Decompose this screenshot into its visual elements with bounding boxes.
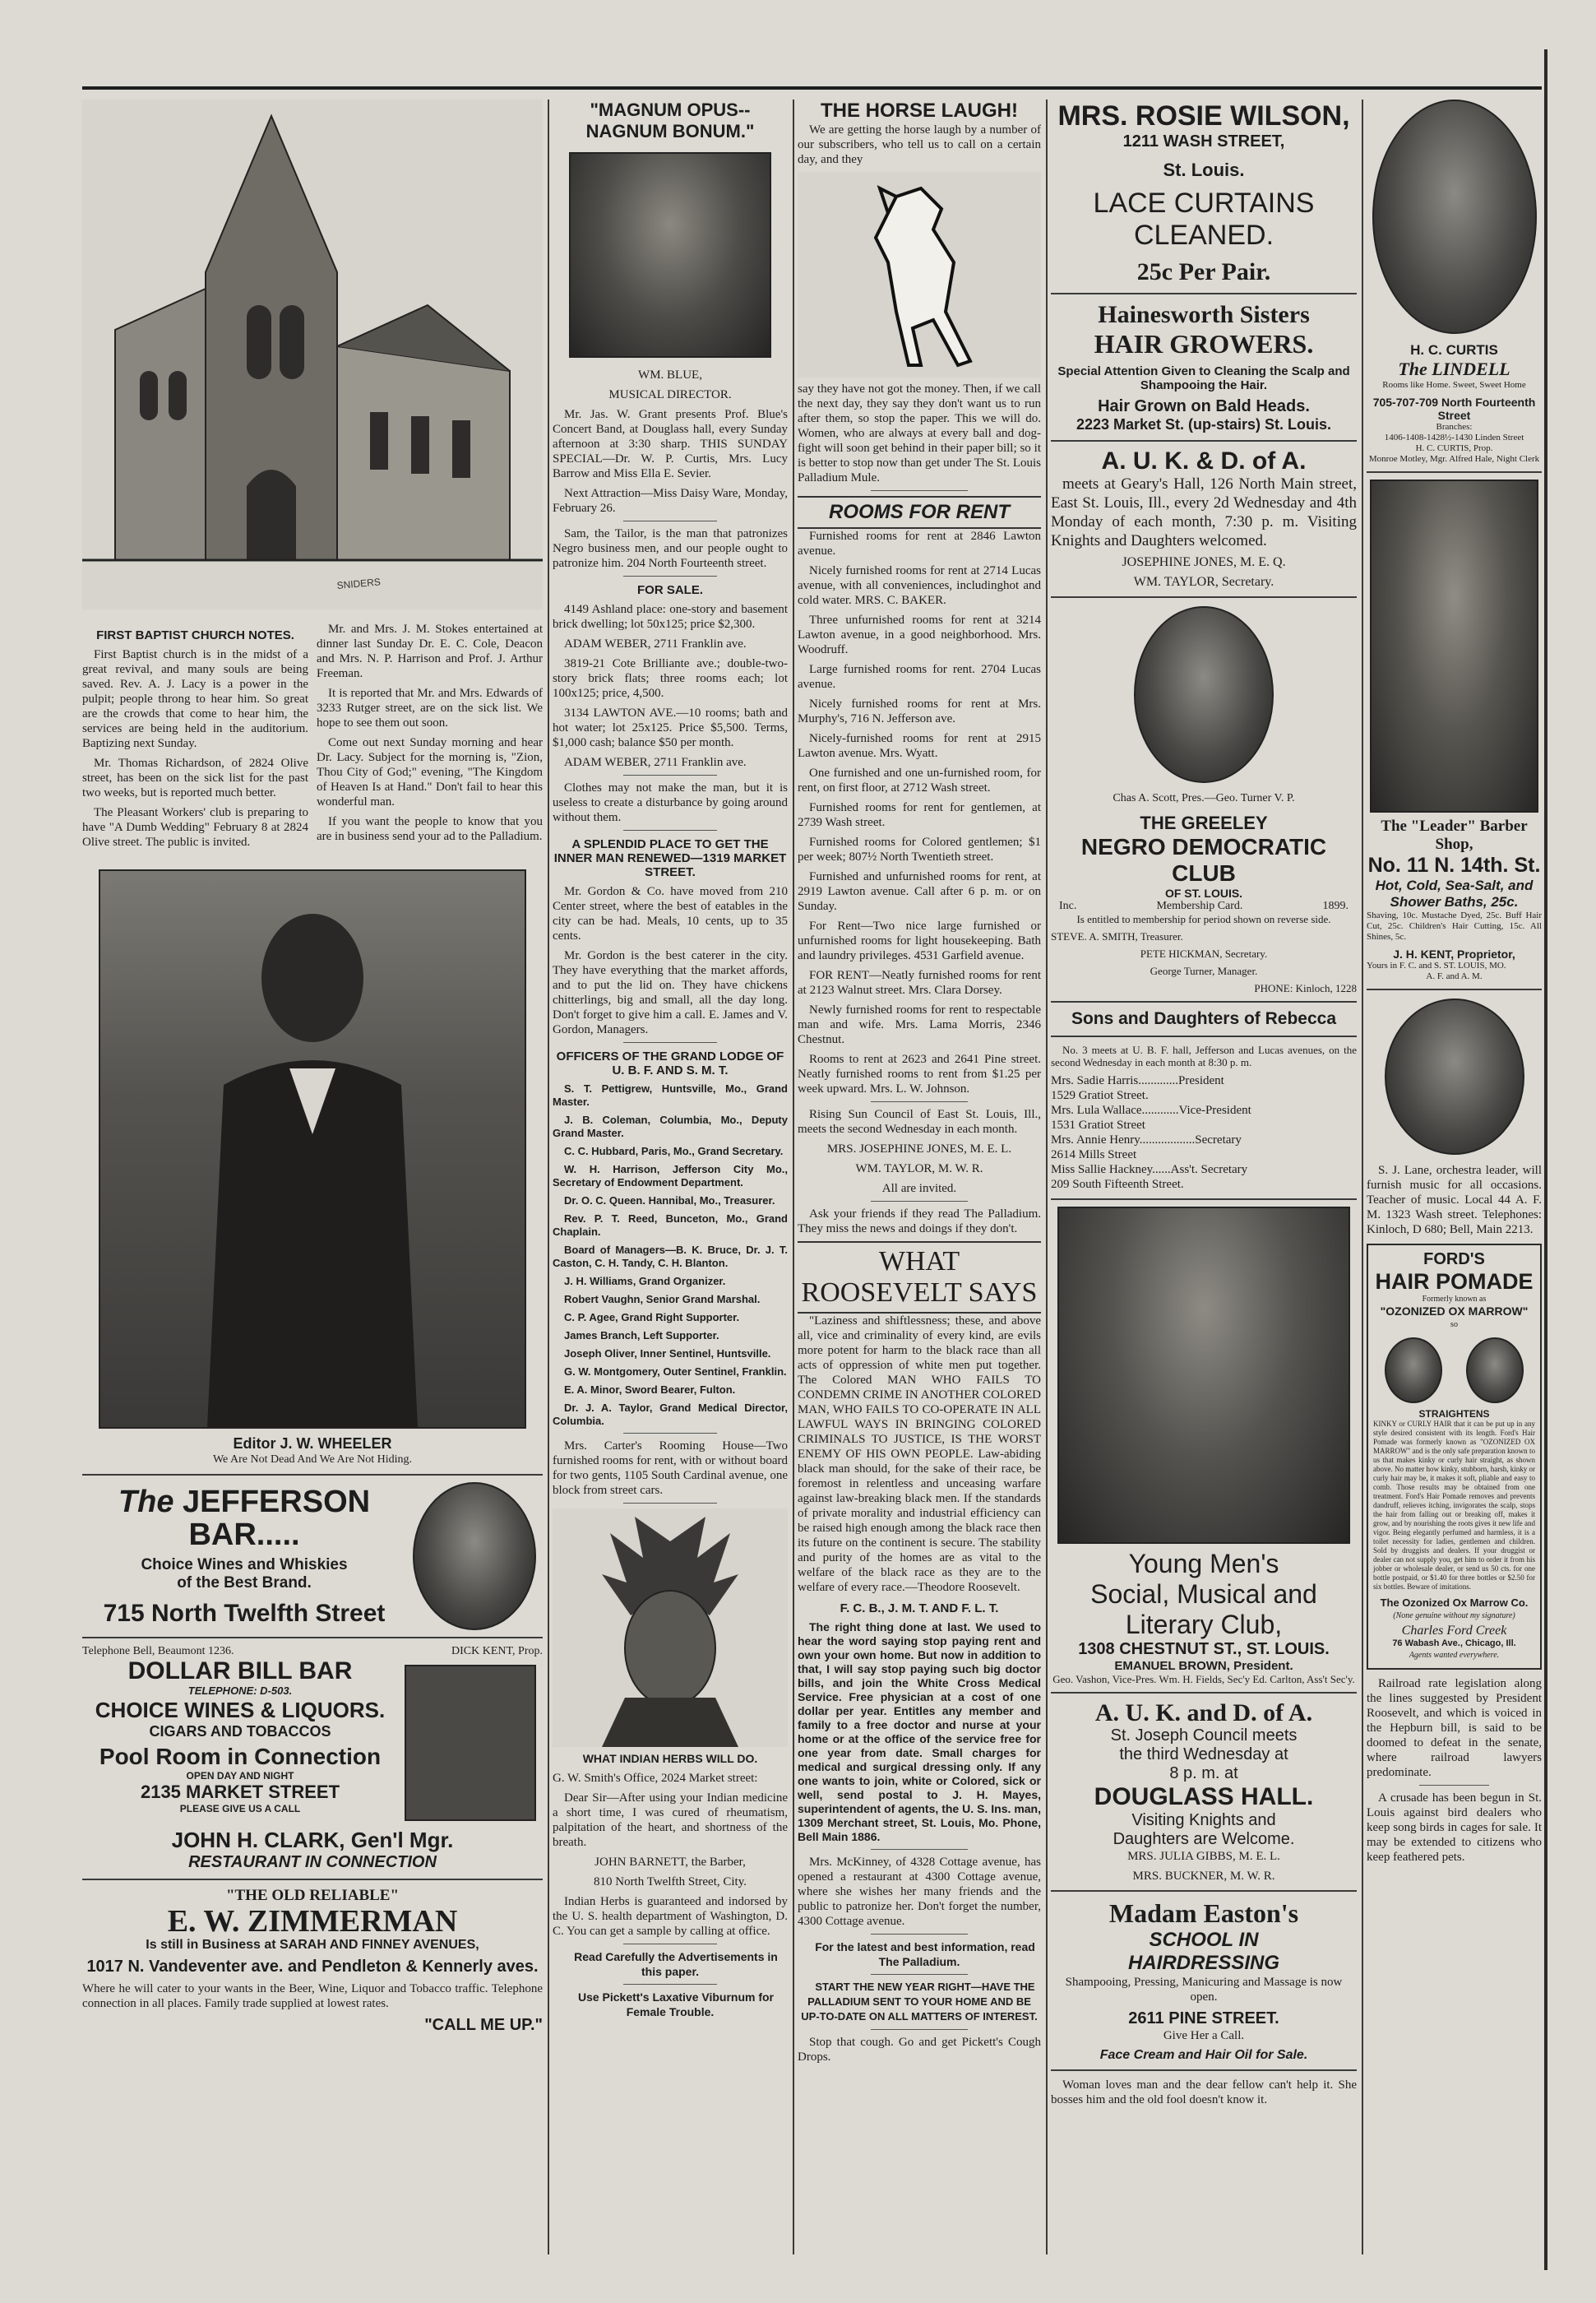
dollar-prop: DICK KENT, Prop. — [451, 1645, 543, 1657]
for-sale-p3b: ADAM WEBER, 2711 Franklin ave. — [564, 756, 747, 769]
rooms-title: ROOMS FOR RENT — [798, 496, 1041, 529]
blue-name: WM. BLUE, — [638, 368, 702, 382]
curtis-rooms: Rooms like Home. Sweet, Sweet Home — [1382, 380, 1526, 390]
leader-prop: J. H. KENT, Proprietor, — [1393, 948, 1515, 961]
rising-sig2: WM. TAYLOR, M. W. R. — [855, 1162, 983, 1175]
herbs-caption: WHAT INDIAN HERBS WILL DO. — [582, 1752, 758, 1765]
room-listing: Nicely furnished rooms for rent at Mrs. Murphy's, 716 N. Jefferson ave. — [798, 697, 1041, 725]
leader-prices: Shaving, 10c. Mustache Dyed, 25c. Buff Hair Cut, 25c. Children's Hair Cutting, 15c. All Shines, 5c. — [1367, 911, 1542, 942]
editor-motto: We Are Not Dead And We Are Not Hiding. — [212, 1453, 413, 1466]
auk2-l1: St. Joseph Council meets — [1110, 1726, 1298, 1745]
dollar-restaurant: RESTAURANT IN CONNECTION — [188, 1853, 437, 1871]
officer-entry: S. T. Pettigrew, Huntsville, Mo., Grand Master. — [553, 1082, 788, 1108]
lane-text: S. J. Lane, orchestra leader, will furnish music for all occasions. Teacher of music. Local 44 A. F. M. 1323 Wash street. Telephones: Kinloch, D 680; Bell, Main 2213. — [1367, 1164, 1542, 1236]
hainesworth-name: Hainesworth Sisters — [1098, 301, 1310, 328]
greeley-portrait — [1134, 606, 1274, 783]
herbs-p2: Indian Herbs is guaranteed and indorsed by the U. S. health department of Washington, D. C. You can get a sample by calling at office. — [553, 1895, 788, 1938]
fords-name: FORD'S — [1423, 1250, 1485, 1268]
jefferson-line2: of the Best Brand. — [177, 1574, 312, 1592]
zimmerman-tag: "THE OLD RELIABLE" — [225, 1887, 400, 1904]
officer-entry: Joseph Oliver, Inner Sentinel, Huntsville. — [564, 1347, 771, 1360]
tailor: Sam, the Tailor, is the man that patronizes Negro business men, and our people ought to patronize him. 204 North Fourteenth street. — [553, 527, 788, 570]
fords-agents: Agents wanted everywhere. — [1409, 1651, 1500, 1660]
horse-p2: say they have not got the money. Then, if we call the next day, they say they don't want us to run after them, so stop the paper. This we will do. Women, who are always at every ball and dog-fight will soon get behind in their paper bill; so it is better to stop now than get under The St. Louis Palladium Mule. — [798, 382, 1041, 484]
officer-entry: James Branch, Left Supporter. — [564, 1329, 719, 1341]
auk1-body: meets at Geary's Hall, 126 North Main street, East St. Louis, Ill., every 2d Wednesday and 4th Monday of each month, 7:30 p. m. Visiting Knights and Daughters welcomed. — [1051, 475, 1357, 549]
room-listing: Three unfurnished rooms for rent at 3214 Lawton avenue, in a good neighborhood. Mrs. Woodruff. — [798, 614, 1041, 656]
column-rule — [1046, 100, 1048, 2254]
auk2-sig1: MRS. JULIA GIBBS, M. E. L. — [1127, 1850, 1280, 1863]
young-men-officers: Geo. Vashon, Vice-Pres. Wm. H. Fields, Sec'y Ed. Carlton, Ass't Sec'y. — [1052, 1673, 1355, 1685]
new-year: START THE NEW YEAR RIGHT—HAVE THE PALLADIUM SENT TO YOUR HOME AND BE UP-TO-DATE ON ALL MATTERS OF INTEREST. — [801, 1981, 1038, 2023]
fords-body: KINKY or CURLY HAIR that it can be put up in any style desired consistent with its length. Ford's Hair Pomade was formerly known as "OZONIZED OX MARROW" and is the only safe preparation known to us that makes kinky or curly hair straight, as shown above. No matter how kinky, stubborn, harsh, kinky or curly hair may be, it makes it soft, pliable and easy to comb. Those results may be obtained from one treatment. Ford's Hair Pomade removes and prevents dandruff, relieves itching, invigorates the scalp, stops the hair from falling out or breaking off, makes it grow, and by nourishing the roots gives it new life and vigor. Being elegantly perfumed and harmless, it is a toilet necessity for ladies, gentlemen and children. Sold by druggists and dealers. If your druggist or dealer can not supply you, get him to order it from his jobber or wholesale dealer, or send us 50 cts. for one bottle postpaid, or $1.40 for three bottles or $2.50 for six bottles. Beware of imitations. — [1373, 1420, 1535, 1591]
dollar-portrait — [405, 1665, 536, 1821]
fords-company: The Ozonized Ox Marrow Co. — [1380, 1596, 1529, 1609]
fords-straightens: STRAIGHTENS — [1418, 1408, 1490, 1420]
leader-aam: A. F. and A. M. — [1426, 971, 1483, 981]
fords-signature: Charles Ford Creek — [1401, 1624, 1507, 1638]
easton-call: Give Her a Call. — [1163, 2029, 1245, 2042]
jefferson-the: The — [118, 1485, 174, 1519]
column-1 — [82, 100, 543, 2254]
woman-loves: Woman loves man and the dear fellow can't help it. She bosses him and the old fool doesn't know it. — [1051, 2078, 1357, 2106]
greeley-phone: PHONE: Kinloch, 1228 — [1254, 982, 1357, 994]
jefferson-bar: BAR..... — [188, 1518, 300, 1552]
zimmerman-call: "CALL ME UP." — [424, 2016, 543, 2034]
room-listing: Furnished rooms for rent for gentlemen, at 2739 Wash street. — [798, 801, 1041, 829]
svg-text:SNIDERS: SNIDERS — [336, 576, 382, 591]
easton-address: 2611 PINE STREET. — [1128, 2009, 1279, 2027]
leader-baths: Hot, Cold, Sea-Salt, and Shower Baths, 25c. — [1375, 878, 1534, 910]
rebecca-body: No. 3 meets at U. B. F. hall, Jefferson and Lucas avenues, on the second Wednesday in each month at 8:30 p. m. — [1051, 1044, 1357, 1068]
rebecca-officer: 1531 Gratiot Street — [1051, 1119, 1145, 1132]
auk2-l2: the third Wednesday at — [1119, 1745, 1288, 1763]
fords-illustration — [1373, 1337, 1535, 1403]
easton-name: Madam Easton's — [1108, 1898, 1299, 1928]
herbs-sig2: 810 North Twelfth Street, City. — [593, 1875, 747, 1888]
dollar-manager: JOHN H. CLARK, Gen'l Mgr. — [171, 1828, 454, 1852]
officer-entry: E. A. Minor, Sword Bearer, Fulton. — [564, 1383, 736, 1396]
room-listing: Large furnished rooms for rent. 2704 Lucas avenue. — [798, 663, 1041, 691]
officers-list — [553, 1082, 788, 1428]
auk1-sig1: JOSEPHINE JONES, M. E. Q. — [1122, 555, 1286, 569]
auk2-l3: 8 p. m. at — [1169, 1764, 1238, 1782]
wilson-name: MRS. ROSIE WILSON, — [1057, 100, 1350, 132]
wilson-price: 25c Per Pair. — [1136, 258, 1271, 285]
magnum-title-2: NAGNUM BONUM." — [585, 121, 755, 141]
rebecca-title: Sons and Daughters of Rebecca — [1071, 1009, 1337, 1028]
fords-so: so — [1450, 1320, 1458, 1329]
column-rule — [1362, 100, 1363, 2254]
young-men-l1: Young Men's — [1128, 1549, 1279, 1578]
curtis-address: 705-707-709 North Fourteenth Street — [1372, 396, 1536, 422]
jefferson-line1: Choice Wines and Whiskies — [141, 1556, 348, 1573]
room-listing: For Rent—Two nice large furnished or unfurnished rooms for light housekeeping. Bath and laundry privileges. 4531 Garfield avenue. — [798, 920, 1041, 962]
dollar-choice: CHOICE WINES & LIQUORS. — [95, 1698, 386, 1722]
rising-sig3: All are invited. — [881, 1182, 957, 1195]
rebecca-officer: Mrs. Lula Wallace............Vice-President — [1051, 1104, 1251, 1117]
easton-sale: Face Cream and Hair Oil for Sale. — [1099, 2048, 1308, 2062]
read-ads: Read Carefully the Advertisements in this paper. — [574, 1950, 778, 1978]
room-listing: Newly furnished rooms for rent to respectable man and wife. Mrs. Lama Morris, 2346 Chestnut. — [798, 1003, 1041, 1046]
room-listing: One furnished and one un-furnished room, for rent, on first floor, at 2712 Wash street. — [798, 767, 1041, 795]
auk1-title: A. U. K. & D. of A. — [1101, 447, 1307, 475]
auk2-hall: DOUGLASS HALL. — [1094, 1783, 1314, 1810]
latest: For the latest and best information, read The Palladium. — [815, 1940, 1035, 1968]
dollar-pool: Pool Room in Connection — [99, 1744, 382, 1769]
room-listing: FOR RENT—Neatly furnished rooms for rent at 2123 Walnut street. Mrs. Clara Dorsey. — [798, 969, 1041, 997]
easton-hair: HAIRDRESSING — [1127, 1952, 1280, 1974]
room-listing: Nicely-furnished rooms for rent at 2915 Lawton avenue. Mrs. Wyatt. — [798, 732, 1041, 760]
room-listing: Nicely furnished rooms for rent at 2714 Lucas avenue, with all conveniences, includinghot and cold water. MRS. C. BAKER. — [798, 564, 1041, 607]
zimmerman-address: 1017 N. Vandeventer ave. and Pendleton & Kennerly aves. — [86, 1958, 539, 1976]
newspaper-page — [82, 86, 1542, 2258]
cough: Stop that cough. Go and get Pickett's Cough Drops. — [798, 2036, 1041, 2064]
dollar-phone: Telephone Bell, Beaumont 1236. — [82, 1645, 234, 1657]
rebecca-officer: 209 South Fifteenth Street. — [1051, 1178, 1184, 1191]
wilson-address: 1211 WASH STREET, — [1122, 132, 1285, 151]
dollar-address: 2135 MARKET STREET — [140, 1782, 340, 1802]
indian-illustration — [553, 1508, 788, 1747]
young-men-president: EMANUEL BROWN, President. — [1114, 1659, 1293, 1673]
fords-address: 76 Wabash Ave., Chicago, Ill. — [1392, 1638, 1516, 1648]
curtis-portrait — [1372, 100, 1537, 334]
officer-entry: J. H. Williams, Grand Organizer. — [564, 1275, 726, 1287]
for-sale-p3: 3134 LAWTON AVE.—10 rooms; bath and hot water; lot 25x125. Price $5,500. Terms, $1,000 cash; balance $50 per month. — [553, 707, 788, 749]
blue-p1: Mr. Jas. W. Grant presents Prof. Blue's Concert Band, at Douglass hall, every Sunday afternoon at 3:30 sharp. THIS SUNDAY SPECIAL—Dr. W. P. Curtis, Mrs. Lucy Barrow and Miss Ella E. Sevier. — [553, 408, 788, 480]
jefferson-name: JEFFERSON — [183, 1485, 371, 1519]
editor-caption: Editor J. W. WHEELER — [233, 1435, 392, 1452]
room-listing: Furnished and unfurnished rooms for rent, at 2919 Lawton avenue. Call after 6 p. m. or on Sunday. — [798, 870, 1041, 913]
auk2-l5: Daughters are Welcome. — [1113, 1830, 1295, 1848]
rising-sig1: MRS. JOSEPHINE JONES, M. E. L. — [826, 1142, 1012, 1156]
young-men-l3: Literary Club, — [1125, 1610, 1283, 1639]
notes-right-p2: It is reported that Mr. and Mrs. Edwards of 3233 Rutger street, are on the sick list. We hope to see them out soon. — [317, 687, 543, 730]
fords-product: HAIR POMADE — [1375, 1269, 1534, 1294]
crusade: A crusade has been begun in St. Louis against bird dealers who keep song birds in cages for sale. It may be extended to citizens who keep feathered pets. — [1367, 1791, 1542, 1864]
notes-right-p1: Mr. and Mrs. J. M. Stokes entertained at dinner last Sunday Dr. E. C. Cole, Deacon and Mrs. N. P. Harrison and Prof. J. Arthur Freeman. — [317, 623, 543, 680]
dollar-tel: TELEPHONE: D-503. — [187, 1684, 293, 1697]
rooms-list — [798, 529, 1041, 1096]
dollar-open: OPEN DAY AND NIGHT — [186, 1770, 294, 1782]
curtis-name: H. C. CURTIS — [1410, 342, 1498, 358]
officer-entry: Dr. J. A. Taylor, Grand Medical Director, Columbia. — [553, 1402, 788, 1427]
ask-friends: Ask your friends if they read The Palladium. They miss the news and doings if they don't. — [798, 1207, 1041, 1235]
clothes: Clothes may not make the man, but it is useless to create a disturbance by going around without them. — [553, 781, 788, 824]
rebecca-officer: Miss Sallie Hackney......Ass't. Secretary — [1051, 1163, 1248, 1176]
auk2-l4: Visiting Knights and — [1131, 1811, 1276, 1829]
church-notes-title: FIRST BAPTIST CHURCH NOTES. — [96, 628, 294, 642]
rebecca-officer: 2614 Mills Street — [1051, 1148, 1137, 1161]
greeley-the: THE GREELEY — [1140, 813, 1268, 833]
fcb-body: The right thing done at last. We used to hear the word saying stop paying rent and own your own home. But now in addition to that, I will say stop paying such big doctor bills, and join the White Cross Medical Service. Free physician at a cost of one dollar per year. Entitles any member and family to a free doctor and nurse at your home or at the office of the service free for one year from date. Small charges for medical and surgical dressing only. If any one wants to join, white or Colored, sick or well, send postal to J. H. Mayes, superintendent of agents, the U. S. Ins. man, 1309 Merchant street, St. Louis, Mo. Phone, Bell Main 1886. — [798, 1620, 1041, 1843]
pickett: Use Pickett's Laxative Viburnum for Female Trouble. — [577, 1990, 775, 2018]
jefferson-address: 715 North Twelfth Street — [103, 1600, 386, 1627]
roosevelt-body: "Laziness and shiftlessness; these, and above all, vice and criminality of every kind, are evils more potent for harm to the black race than all acts of oppression of white men put together. The Colored MAN WHO FAILS TO CONDEMN CRIME IN ANOTHER COLORED MAN, WHO FAILS TO CO-OPERATE IN ALL LAWFUL WAYS IN BRINGING COLORED CRIMINALS TO JUSTICE, IS THE WORST ENEMY OF HIS OWN PEOPLE. Law-abiding black man should, for the sake of their race, be foremost in relentless and unceasing warfare against law-breaking black men. If the standards of private morality and industrial efficiency can be raised high enough among the black race then its future on the continent is secure. The stability and purity of the homes are as vital to the welfare of the black race as they are to the welfare of every race.—Theodore Roosevelt. — [798, 1314, 1041, 1594]
young-men-address: 1308 CHESTNUT ST., ST. LOUIS. — [1078, 1640, 1330, 1658]
page-edge — [1544, 49, 1547, 2270]
greeley-name: NEGRO DEMOCRATIC CLUB — [1080, 834, 1327, 886]
greeley-manager: George Turner, Manager. — [1150, 965, 1258, 977]
fords-ad — [1367, 1244, 1542, 1670]
young-men-portrait — [1057, 1207, 1350, 1544]
rebecca-officer: Mrs. Annie Henry..................Secretary — [1051, 1133, 1242, 1147]
officer-entry: J. B. Coleman, Columbia, Mo., Deputy Grand Master. — [553, 1114, 788, 1139]
horse-illustration — [798, 172, 1041, 378]
hainesworth-bald: Hair Grown on Bald Heads. — [1098, 397, 1310, 415]
dollar-call: PLEASE GIVE US A CALL — [179, 1803, 301, 1814]
leader-portrait — [1370, 480, 1538, 813]
notes-right-p4: If you want the people to know that you are in business send your ad to the Palladium. — [317, 815, 543, 843]
auk1-sig2: WM. TAYLOR, Secretary. — [1133, 575, 1274, 589]
hainesworth-special: Special Attention Given to Cleaning the Scalp and Shampooing the Hair. — [1057, 364, 1350, 392]
dollar-name: DOLLAR BILL BAR — [127, 1657, 353, 1684]
notes-right-p3: Come out next Sunday morning and hear Dr. Lacy. Subject for the morning is, "Zion, Thou City of God;" evening, "The Kingdom of Heaven Is at Hand." Don't fail to hear this wonderful man. — [317, 736, 543, 809]
room-listing: Furnished rooms for Colored gentlemen; $1 per week; 807½ North Twentieth street. — [798, 836, 1041, 864]
carter: Mrs. Carter's Rooming House—Two furnished rooms for rent, with or without board for two gents, 1105 South Cardinal avenue, one block from street cars. — [553, 1439, 788, 1497]
room-listing: Rooms to rent at 2623 and 2641 Pine street. Neatly furnished rooms to rent from $1.25 per week upward. Mrs. L. W. Johnson. — [798, 1053, 1041, 1096]
herbs-p1: Dear Sir—After using your Indian medicine a short time, I was cured of rheumatism, palpitation of the heart, and shortness of the breath. — [553, 1791, 788, 1849]
church-notes-p3: The Pleasant Workers' club is preparing to have "A Dumb Wedding" February 8 at 2824 Olive street. The public is invited. — [82, 806, 308, 849]
fords-genuine: (None genuine without my signature) — [1393, 1611, 1515, 1620]
jefferson-portrait — [413, 1482, 536, 1630]
wilson-city: St. Louis. — [1163, 160, 1245, 180]
zimmerman-name: E. W. ZIMMERMAN — [167, 1904, 458, 1939]
for-sale-p2: 3819-21 Cote Brilliante ave.; double-two-story brick flats; three rooms each; lot 100x125; price, 4,500. — [553, 657, 788, 700]
greeley-caption: Chas A. Scott, Pres.—Geo. Turner V. P. — [1113, 792, 1295, 804]
splendid-title: A SPLENDID PLACE TO GET THE INNER MAN RENEWED—1319 MARKET STREET. — [553, 837, 787, 879]
curtis-branches2: 1406-1408-1428½-1430 Linden Street — [1384, 433, 1524, 443]
rebecca-officers — [1051, 1073, 1357, 1192]
dollar-cigars: CIGARS AND TOBACCOS — [149, 1723, 331, 1740]
for-sale-p1b: ADAM WEBER, 2711 Franklin ave. — [564, 637, 747, 651]
curtis-prop: H. C. CURTIS, Prop. — [1415, 443, 1493, 453]
officer-entry: Rev. P. T. Reed, Bunceton, Mo., Grand Chaplain. — [553, 1212, 788, 1238]
curtis-hotel: The LINDELL — [1398, 359, 1510, 379]
leader-title: The "Leader" Barber Shop, — [1381, 818, 1528, 853]
herbs-sig1: JOHN BARNETT, the Barber, — [594, 1856, 746, 1869]
column-rule — [793, 100, 794, 2254]
rebecca-officer: Mrs. Sadie Harris.............President — [1051, 1074, 1224, 1087]
officer-entry: Dr. O. C. Queen. Hannibal, Mo., Treasurer. — [564, 1194, 775, 1207]
column-2 — [553, 100, 788, 2254]
fords-formerly: Formerly known as — [1422, 1295, 1487, 1304]
railroad: Railroad rate legislation along the lines suggested by President Roosevelt, and which is voiced in the Hepburn bill, is said to be doomed to defeat in the senate, where railroad lawyers predominate. — [1367, 1677, 1542, 1779]
officer-entry: Robert Vaughn, Senior Grand Marshal. — [564, 1293, 761, 1305]
church-illustration — [82, 100, 543, 609]
room-listing: Furnished rooms for rent at 2846 Lawton avenue. — [798, 530, 1041, 558]
editor-portrait — [99, 869, 526, 1429]
horse-p1: We are getting the horse laugh by a number of our subscribers, who tell us to call on a certain day, and they — [798, 123, 1041, 166]
zimmerman-body: Where he will cater to your wants in the Beer, Wine, Liquor and Tobacco traffic. Telephone connection in all places. Family trade supplied at lowest rates. — [82, 1982, 543, 2010]
splendid-p1: Mr. Gordon & Co. have moved from 210 Center street, where the best of eatables in the city can be had. Meals, 10 cents, up to 35 cents. — [553, 885, 788, 943]
hainesworth-growers: HAIR GROWERS. — [1094, 329, 1314, 359]
roosevelt-title: WHAT ROOSEVELT SAYS — [798, 1241, 1041, 1314]
zimmerman-biz: Is still in Business at SARAH AND FINNEY AVENUES, — [146, 1938, 479, 1952]
greeley-entitled: Is entitled to membership for period shown on reverse side. — [1076, 913, 1331, 925]
auk2-sig2: MRS. BUCKNER, M. W. R. — [1132, 1870, 1275, 1883]
blue-p2: Next Attraction—Miss Daisy Ware, Monday, February 26. — [553, 487, 788, 515]
fords-ox: "OZONIZED OX MARROW" — [1380, 1304, 1529, 1318]
officer-entry: C. C. Hubbard, Paris, Mo., Grand Secretary. — [564, 1145, 784, 1157]
herbs-office: G. W. Smith's Office, 2024 Market street: — [553, 1772, 758, 1785]
column-rule — [548, 100, 549, 2254]
greeley-inc: Inc. — [1059, 900, 1077, 912]
column-3 — [798, 100, 1041, 2254]
for-sale-p1: 4149 Ashland place: one-story and basement brick dwelling; lot 50x125; price $2,300. — [553, 603, 788, 631]
officer-entry: C. P. Agee, Grand Right Supporter. — [564, 1311, 740, 1323]
easton-school: SCHOOL IN — [1149, 1929, 1259, 1951]
hainesworth-address: 2223 Market St. (up-stairs) St. Louis. — [1076, 416, 1332, 433]
church-notes-p1: First Baptist church is in the midst of a great revival, and many souls are being saved. Rev. A. J. Lacy is a power in the pulpit; people throng to hear him. So great are the crowds that come to hear him, the services are being held in the auditorium. Baptizing next Sunday. — [82, 648, 308, 750]
officers-title: OFFICERS OF THE GRAND LODGE OF U. B. F. AND S. M. T. — [556, 1050, 784, 1077]
wilson-lace: LACE CURTAINS CLEANED. — [1093, 188, 1315, 251]
column-4 — [1051, 100, 1357, 2254]
lane-portrait — [1385, 999, 1524, 1155]
rising-sun: Rising Sun Council of East St. Louis, Ill., meets the second Wednesday in each month. — [798, 1108, 1041, 1136]
rebecca-officer: 1529 Gratiot Street. — [1051, 1089, 1149, 1102]
magnum-title-1: "MAGNUM OPUS-- — [590, 100, 751, 120]
curtis-mgrs: Monroe Motley, Mgr. Alfred Hale, Night Clerk — [1368, 454, 1540, 464]
splendid-p2: Mr. Gordon is the best caterer in the city. They have everything that the market affords, and to put the lid on. They have chickens chitterlings, big and small, all the day long. Don't forget to give him a call. E. James and V. Gordon, Managers. — [553, 949, 788, 1036]
greeley-year: 1899. — [1322, 900, 1349, 912]
leader-address: No. 11 N. 14th. St. — [1367, 854, 1541, 877]
greeley-secretary: PETE HICKMAN, Secretary. — [1140, 948, 1268, 960]
dollar-bill-ad — [82, 1645, 543, 1872]
officer-entry: G. W. Montgomery, Outer Sentinel, Franklin. — [564, 1365, 787, 1378]
column-5 — [1367, 100, 1542, 2254]
greeley-city: OF ST. LOUIS. — [1164, 887, 1243, 900]
greeley-treasurer: STEVE. A. SMITH, Treasurer. — [1051, 930, 1183, 943]
auk2-title: A. U. K. and D. of A. — [1094, 1699, 1313, 1726]
mckinney: Mrs. McKinney, of 4328 Cottage avenue, has opened a restaurant at 4300 Cottage avenue, where she wishes her many friends and the public to patronize her. Don't forget the number, 4300 Cottage avenue. — [798, 1856, 1041, 1928]
blue-portrait — [569, 152, 771, 358]
blue-title: MUSICAL DIRECTOR. — [608, 388, 732, 401]
easton-body: Shampooing, Pressing, Manicuring and Massage is now open. — [1065, 1976, 1343, 2004]
greeley-card: Membership Card. — [1156, 900, 1243, 912]
officer-entry: Board of Managers—B. K. Bruce, Dr. J. T. Caston, C. H. Tandy, C. H. Blanton. — [553, 1244, 788, 1269]
leader-yours: Yours in F. C. and S. ST. LOUIS, MO. — [1367, 961, 1506, 971]
jefferson-ad — [82, 1482, 543, 1630]
horse-title: THE HORSE LAUGH! — [821, 100, 1018, 122]
fcb-title: F. C. B., J. M. T. AND F. L. T. — [840, 1601, 999, 1615]
curtis-branches: Branches: — [1436, 422, 1473, 432]
officer-entry: W. H. Harrison, Jefferson City Mo., Secretary of Endowment Department. — [553, 1163, 788, 1189]
church-notes-p2: Mr. Thomas Richardson, of 2824 Olive street, has been on the sick list for the past two weeks, but is reported much better. — [82, 757, 308, 799]
young-men-l2: Social, Musical and — [1090, 1579, 1317, 1609]
zimmerman-ad — [82, 1887, 543, 2035]
for-sale-title: FOR SALE. — [636, 583, 703, 597]
